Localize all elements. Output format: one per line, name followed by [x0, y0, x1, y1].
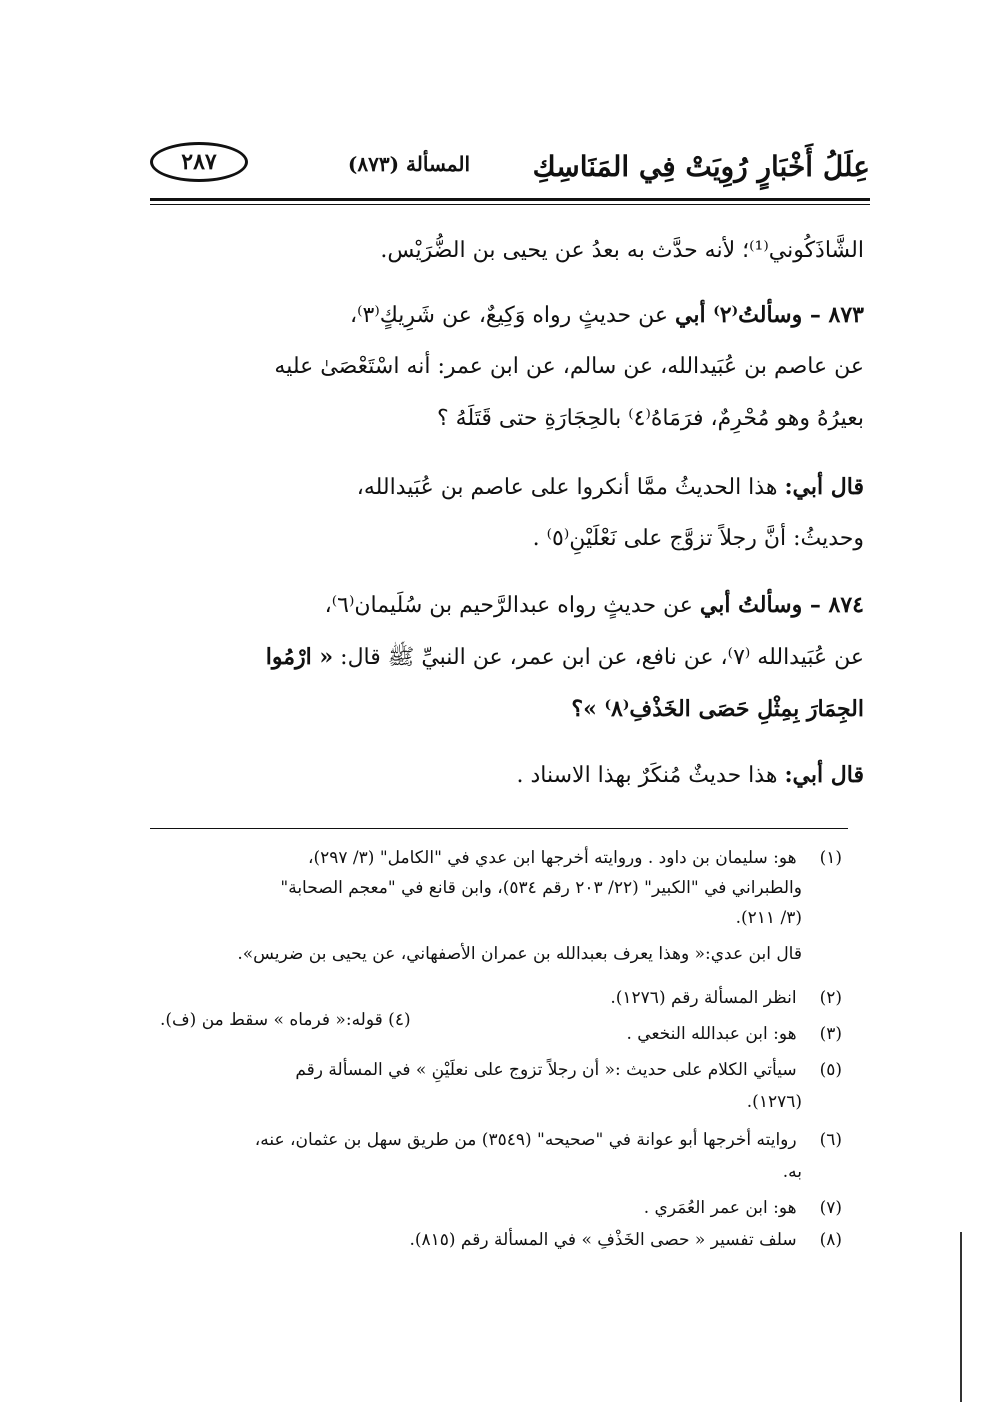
answer-873-line-2 — [152, 524, 864, 554]
scan-margin-line — [960, 1232, 962, 1402]
question-874-text: عن حديثٍ رواه عبدالرَّحيم بن سُلَيمان⁽٦⁾، — [324, 593, 693, 618]
question-874-line-1 — [152, 590, 864, 621]
footnote-1-text-4: قال ابن عدي:« وهذا يعرف بعبدالله بن عمران الأصفهاني، عن يحيى بن ضريس». — [237, 944, 802, 964]
footnote-separator — [150, 828, 848, 829]
hadith-text: الجِمَارَ بِمِثْلِ حَصَى الخَذْفِ⁽٨⁾ »؟ — [571, 696, 864, 722]
footnote-8-text: سلف تفسير « حصى الخَذْفِ » في المسألة رقم (٨١٥). — [409, 1230, 797, 1250]
footnote-8 — [142, 1228, 842, 1252]
question-873-text-3: بعيرُهُ وهو مُحْرِمٌ، فرَمَاهُ⁽٤⁾ بالحِجَارَةِ حتى قَتَلَهُ ؟ — [436, 406, 864, 431]
footnote-1-line-4 — [102, 942, 842, 966]
question-874-lead: ٨٧٤ – وسألتُ أبي — [699, 592, 864, 618]
footnote-8-number: (٨) — [819, 1230, 842, 1250]
footnote-5-number: (٥) — [819, 1060, 842, 1080]
body-line-1 — [152, 236, 864, 266]
footnote-2 — [142, 986, 842, 1010]
page-number-badge — [150, 142, 248, 182]
footnote-1-line-3 — [102, 906, 842, 930]
header-rule-thin — [150, 204, 870, 205]
answer-873-text-2: وحديثُ: أنَّ رجلاً تزوَّج على نَعْلَيْنِ⁽٥⁾ . — [532, 526, 864, 551]
footnote-3 — [142, 1022, 842, 1046]
issue-label: المسألة (٨٧٣) — [347, 152, 470, 176]
footnote-4-text: (٤) قوله:« فرماه » سقط من (ف). — [160, 1010, 411, 1030]
footnote-7 — [142, 1196, 842, 1220]
footnote-6-text-2: به. — [782, 1162, 802, 1182]
footnote-3-number: (٣) — [819, 1024, 842, 1044]
footnote-1-line-1 — [142, 846, 842, 870]
footnote-7-text: هو: ابن عمر العُمَري . — [643, 1198, 797, 1218]
answer-873-line-1 — [152, 472, 864, 503]
footnote-6-line-1 — [142, 1128, 842, 1152]
footnote-1-text-2: والطبراني في "الكبير" (٢٢/ ٢٠٣ رقم ٥٣٤)، وابن قانع في "معجم الصحابة" — [280, 878, 802, 898]
book-title: عِلَلُ أَخْبَارٍ رُوِيَتْ فِي المَنَاسِكِ — [532, 150, 870, 183]
answer-874-lead: قال أبي: — [784, 762, 864, 788]
hadith-text-start: « ارْمُوا — [265, 644, 334, 670]
answer-873-text: هذا الحديثُ ممَّا أنكروا على عاصم بن عُبَيدالله، — [356, 475, 778, 500]
footnote-5-line-2 — [102, 1090, 842, 1114]
answer-874-line-1 — [152, 760, 864, 791]
answer-874-text: هذا حديثٌ مُنكَرٌ بهذا الاسناد . — [516, 763, 778, 788]
footnote-6-number: (٦) — [819, 1130, 842, 1150]
question-874-line-2 — [152, 642, 864, 673]
footnote-3-text: هو: ابن عبدالله النخعي . — [626, 1024, 797, 1044]
footnote-1-line-2 — [102, 876, 842, 900]
question-874-line-3 — [152, 694, 864, 725]
footnote-6-text: روايته أخرجها أبو عوانة في "صحيحه" (٣٥٤٩) من طريق سهل بن عثمان، عنه، — [254, 1130, 797, 1150]
footnote-5-text-2: (١٢٧٦). — [746, 1092, 802, 1112]
question-873-line-2 — [152, 352, 864, 382]
footnote-5-line-1 — [142, 1058, 842, 1082]
footnote-7-number: (٧) — [819, 1198, 842, 1218]
question-873-line-3 — [152, 404, 864, 434]
footnote-1-text: هو: سليمان بن داود . وروايته أخرجها ابن عدي في "الكامل" (٣/ ٢٩٧)، — [307, 848, 797, 868]
footnote-2-number: (٢) — [819, 988, 842, 1008]
footnote-5-text: سيأتي الكلام على حديث :« أن رجلاً تزوج على نعلَيْنِ » في المسألة رقم — [295, 1060, 797, 1080]
footnote-1-number: (١) — [819, 848, 842, 868]
question-873-text-2: عن عاصم بن عُبَيدالله، عن سالم، عن ابن عمر: أنه اسْتَعْصَىٰ عليه — [274, 354, 864, 379]
question-873-text: عن حديثٍ رواه وَكِيعٌ، عن شَرِيكٍ⁽٣⁾، — [349, 303, 668, 328]
footnote-2-text: انظر المسألة رقم (١٢٧٦). — [610, 988, 797, 1008]
header-rule-thick — [150, 198, 870, 201]
footnote-1-text-3: (٣/ ٢١١). — [735, 908, 802, 928]
page-number: ٢٨٧ — [181, 149, 217, 175]
question-874-text-2: عن عُبَيدالله ⁽٧⁾، عن نافع، عن ابن عمر، عن النبيِّ ﷺ قال: — [340, 645, 864, 670]
question-873-lead: ٨٧٣ – وسألتُ⁽٢⁾ أبي — [674, 302, 864, 328]
footnote-6-line-2 — [102, 1160, 842, 1184]
answer-873-lead: قال أبي: — [784, 474, 864, 500]
question-873-line-1 — [152, 300, 864, 331]
continuation-text: الشَّاذَكُوني⁽¹⁾؛ لأنه حدَّث به بعدُ عن يحيى بن الضُّرَيْس. — [380, 238, 864, 263]
